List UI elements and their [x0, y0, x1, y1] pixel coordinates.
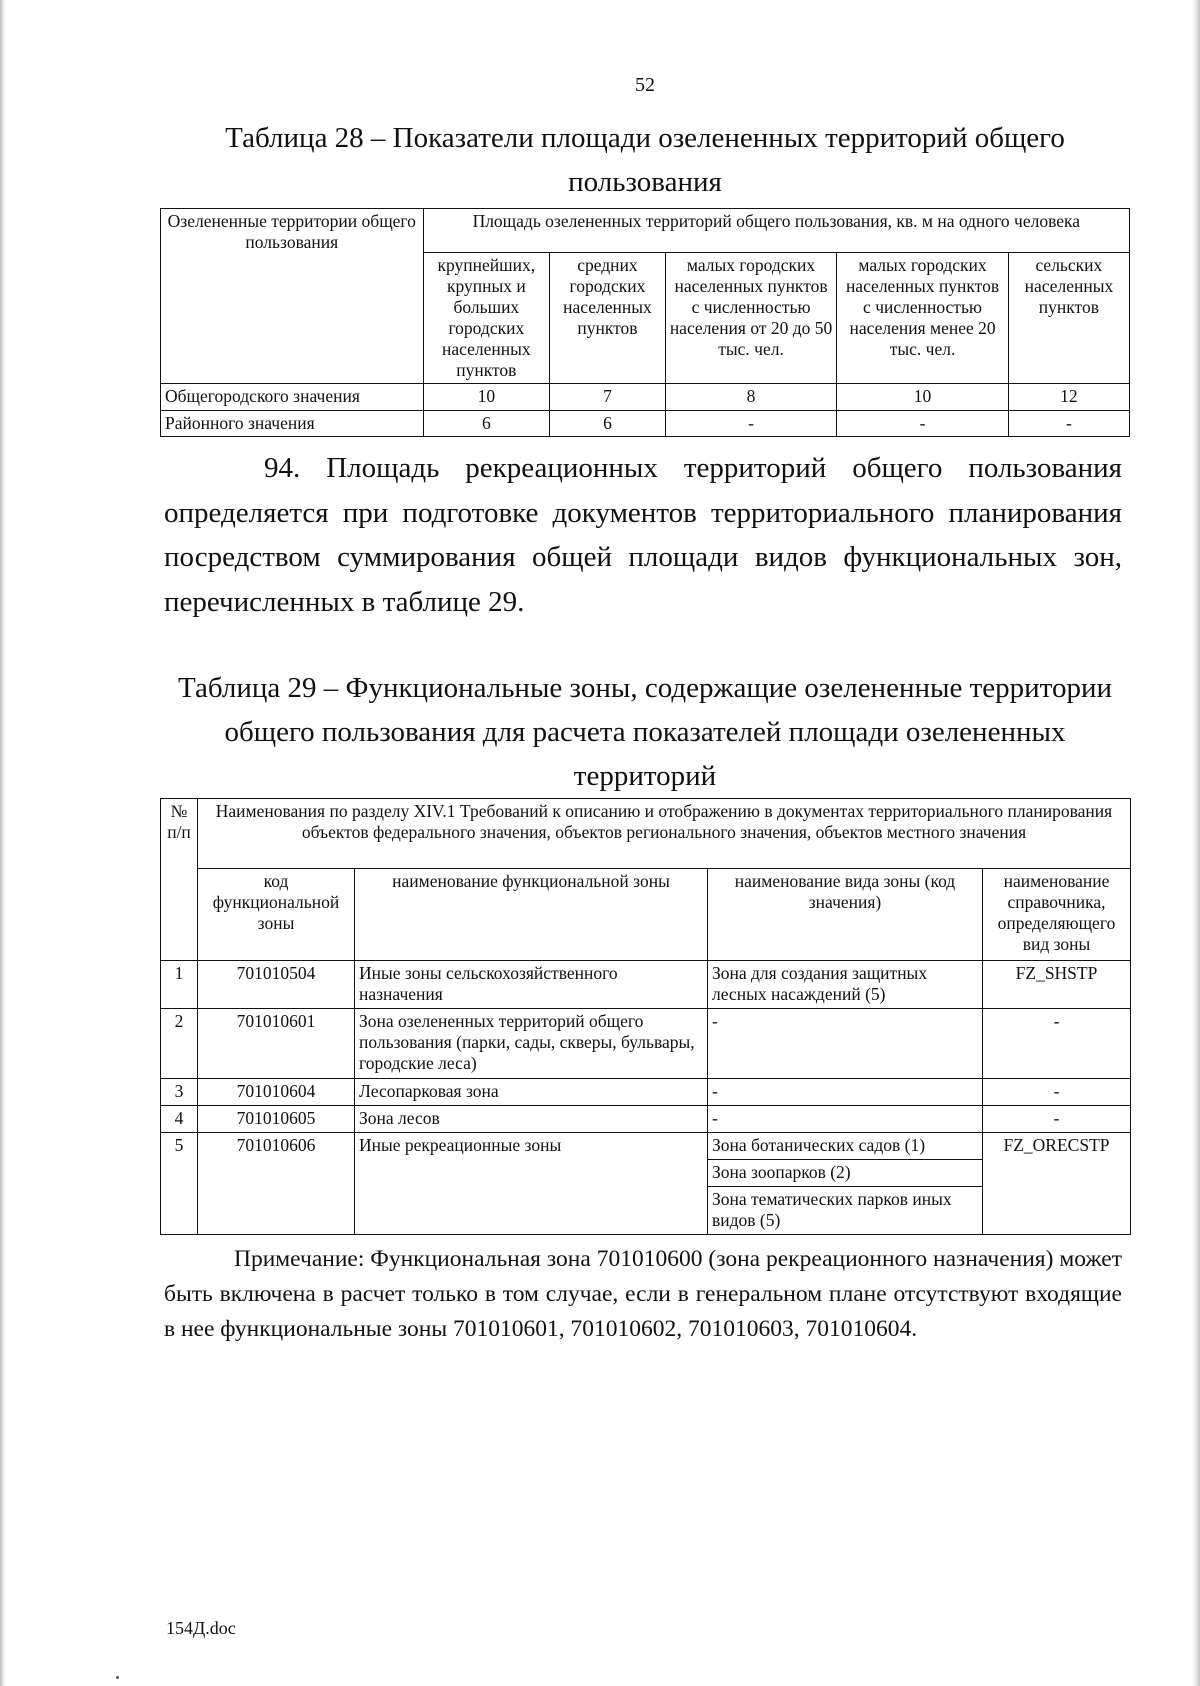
note-text: Примечание: Функциональная зона 701010600 (зона рекреационного назначения) может быть включена в расчет только в том случае, если в генеральном плане отсутствуют входящие в нее функциональные зоны 701010601, 701010602, 701010603, 701010604.: [164, 1246, 1122, 1342]
zone-code: 701010606: [198, 1133, 355, 1235]
row-number: 5: [161, 1133, 198, 1235]
row-number: 3: [161, 1079, 198, 1106]
page-number: 52: [635, 74, 655, 96]
table-29: [160, 798, 1131, 1235]
zone-reference: -: [983, 1079, 1131, 1106]
table-cell: 10: [423, 384, 549, 411]
zone-reference: FZ_ORECSTP: [983, 1133, 1131, 1235]
row-number: 1: [161, 961, 198, 1009]
table-28-title: Таблица 28 – Показатели площади озелененных территорий общего пользования: [225, 122, 1065, 198]
paragraph-94: [164, 446, 1122, 624]
table-cell: 6: [423, 411, 549, 437]
zone-name: Лесопарковая зона: [355, 1079, 708, 1106]
scan-edge-right: [1192, 0, 1200, 1686]
row-number: 4: [161, 1106, 198, 1133]
table-28: [160, 208, 1130, 437]
table-cell: 6: [550, 411, 666, 437]
row-number: 2: [161, 1009, 198, 1079]
zone-name: Зона озелененных территорий общего пользования (парки, сады, скверы, бульвары, городские леса): [355, 1009, 708, 1079]
table-28-header-left: Озелененные территории общего пользования: [161, 209, 424, 384]
table-row: [161, 384, 1130, 411]
table-29-col-header: наименование функциональной зоны: [355, 869, 708, 961]
table-cell: 8: [665, 384, 836, 411]
zone-name: Иные зоны сельскохозяйственного назначения: [355, 961, 708, 1009]
table-28-col-header: малых городских населенных пунктов с численностью населения менее 20 тыс. чел.: [837, 253, 1008, 384]
scan-speck: [116, 1676, 119, 1679]
table-row: [161, 1133, 1131, 1160]
zone-code: 701010601: [198, 1009, 355, 1079]
zone-name: Иные рекреационные зоны: [355, 1133, 708, 1235]
table-row: [161, 961, 1131, 1009]
table-29-title: Таблица 29 – Функциональные зоны, содержащие озелененные территории общего пользования для расчета показателей площади озелененных территорий: [178, 672, 1112, 792]
table-row: [161, 411, 1130, 437]
paragraph-94-text: 94. Площадь рекреационных территорий общего пользования определяется при подготовке документов территориального планирования посредством суммирования общей площади видов функциональных зон, перечисленных в таблице 29.: [164, 452, 1122, 618]
zone-name: Зона лесов: [355, 1106, 708, 1133]
table-29-col-header: наименование вида зоны (код значения): [708, 869, 983, 961]
row-label: Районного значения: [161, 411, 424, 437]
table-29-col-header: наименование справочника, определяющего вид зоны: [983, 869, 1131, 961]
zone-kind: Зона для создания защитных лесных насаждений (5): [708, 961, 983, 1009]
zone-kind: Зона ботанических садов (1): [708, 1133, 983, 1160]
zone-kind: -: [708, 1009, 983, 1079]
zone-reference: FZ_SHSTP: [983, 961, 1131, 1009]
scan-edge-left: [0, 0, 6, 1686]
table-cell: 10: [837, 384, 1008, 411]
zone-code: 701010504: [198, 961, 355, 1009]
table-28-col-header: крупнейших, крупных и больших городских населенных пунктов: [423, 253, 549, 384]
table-28-header-group: Площадь озелененных территорий общего пользования, кв. м на одного человека: [423, 209, 1129, 253]
table-cell: 7: [550, 384, 666, 411]
table-cell: -: [1008, 411, 1129, 437]
note-paragraph: [164, 1242, 1122, 1347]
table-29-header-group: Наименования по разделу XIV.1 Требований к описанию и отображению в документах территориального планирования объектов федерального значения, объектов регионального значения, объектов местного значения: [198, 799, 1131, 869]
table-cell: 12: [1008, 384, 1129, 411]
row-label: Общегородского значения: [161, 384, 424, 411]
zone-kind: -: [708, 1106, 983, 1133]
zone-kind: Зона тематических парков иных видов (5): [708, 1187, 983, 1235]
table-cell: -: [665, 411, 836, 437]
zone-code: 701010604: [198, 1079, 355, 1106]
table-28-col-header: сельских населенных пунктов: [1008, 253, 1129, 384]
table-28-col-header: средних городских населенных пунктов: [550, 253, 666, 384]
table-row: [161, 1106, 1131, 1133]
footer-filename: 154Д.doc: [166, 1618, 236, 1638]
zone-reference: -: [983, 1106, 1131, 1133]
table-29-col-header: код функциональной зоны: [198, 869, 355, 961]
table-cell: -: [837, 411, 1008, 437]
zone-kind: -: [708, 1079, 983, 1106]
table-28-col-header: малых городских населенных пунктов с численностью населения от 20 до 50 тыс. чел.: [665, 253, 836, 384]
zone-reference: -: [983, 1009, 1131, 1079]
table-row: [161, 1079, 1131, 1106]
table-row: [161, 1009, 1131, 1079]
zone-kind: Зона зоопарков (2): [708, 1160, 983, 1187]
table-29-header-num: № п/п: [161, 799, 198, 961]
zone-code: 701010605: [198, 1106, 355, 1133]
